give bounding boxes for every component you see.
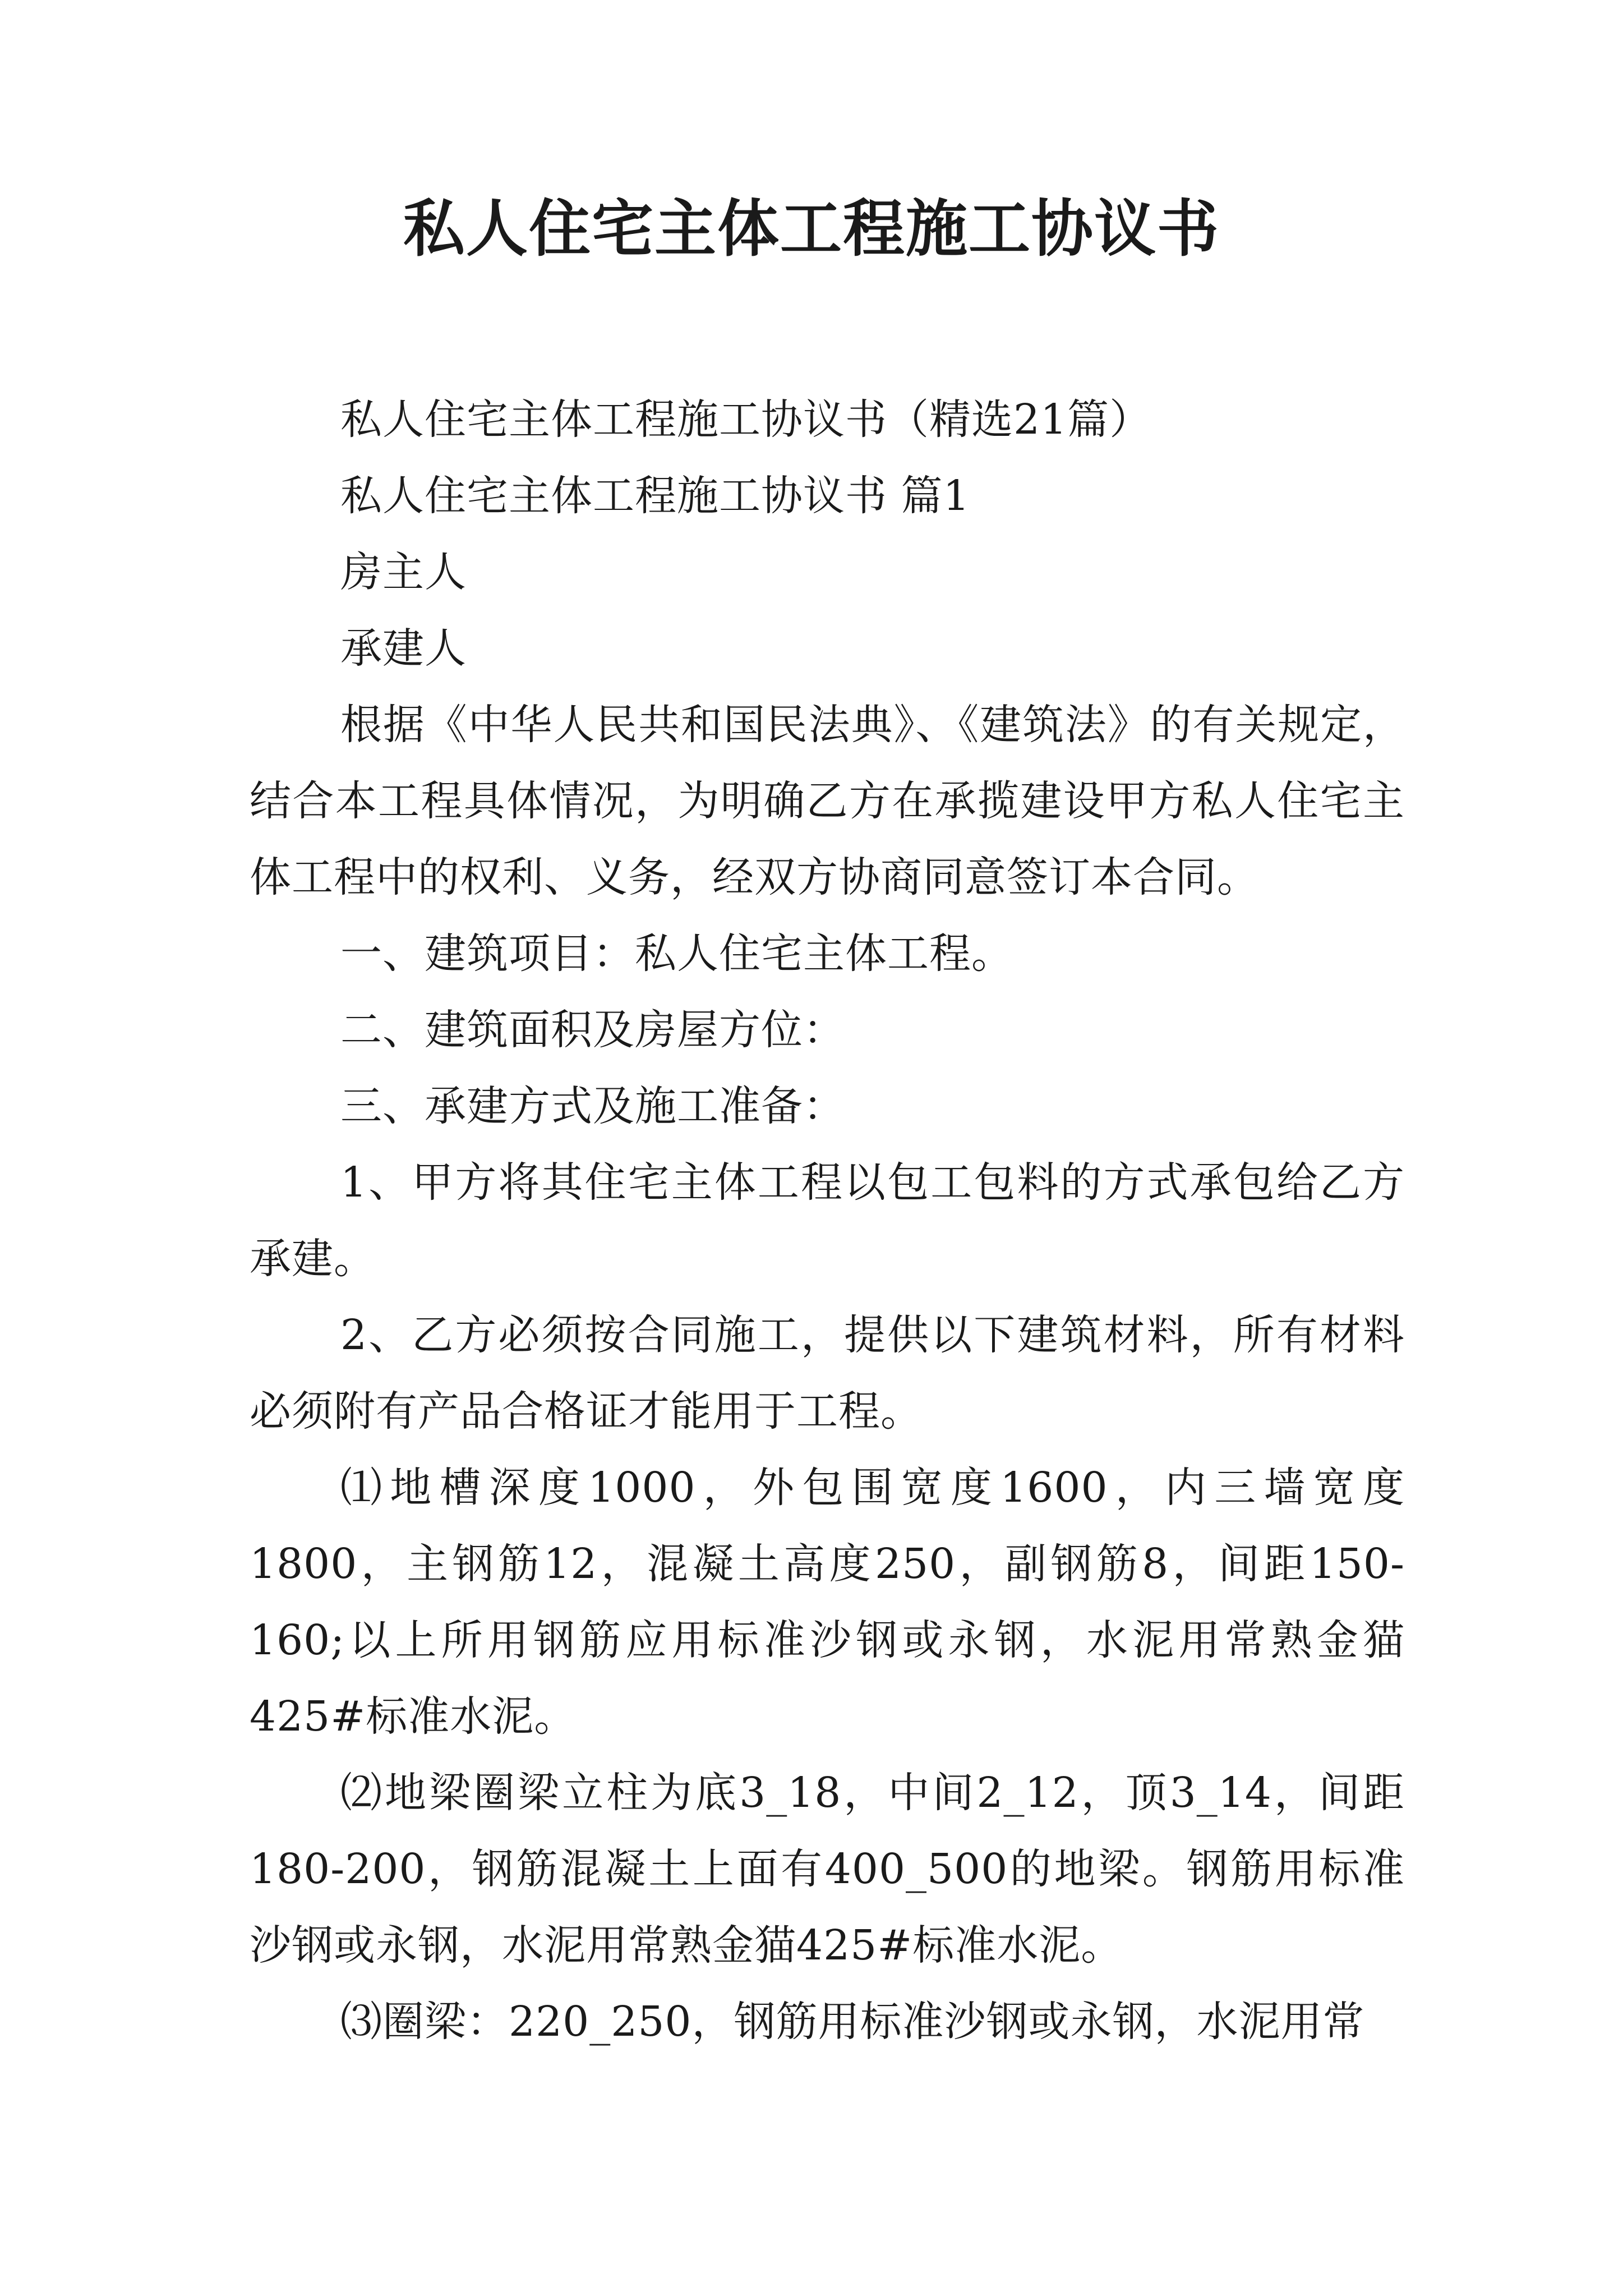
- document-body: [250, 381, 1405, 2060]
- sub-item-1-paragraph: ⑴地槽深度1000，外包围宽度1600，内三墙宽度1800，主钢筋12，混凝土高度250，副钢筋8，间距150-160;以上所用钢筋应用标准沙钢或永钢，水泥用常熟金猫425#标准水泥。: [250, 1464, 1405, 1741]
- contractor-line: 承建人: [340, 624, 467, 673]
- item-2-paragraph: 2、乙方必须按合同施工，提供以下建筑材料，所有材料必须附有产品合格证才能用于工程。: [250, 1311, 1405, 1435]
- clause-2-area: 二、建筑面积及房屋方位：: [340, 1006, 845, 1054]
- sub-item-3-paragraph: ⑶圈梁：220_250，钢筋用标准沙钢或永钢，水泥用常: [340, 1998, 1365, 2046]
- clause-3-method: 三、承建方式及施工准备：: [340, 1082, 845, 1130]
- subtitle-paragraph: 私人住宅主体工程施工协议书（精选21篇）: [340, 395, 1152, 444]
- intro-paragraph: 根据《中华人民共和国民法典》、《建筑法》的有关规定，结合本工程具体情况，为明确乙方在承揽建设甲方私人住宅主体工程中的权利、义务，经双方协商同意签订本合同。: [250, 701, 1405, 901]
- section-heading: 私人住宅主体工程施工协议书 篇1: [340, 472, 970, 520]
- sub-item-2-paragraph: ⑵地梁圈梁立柱为底3_18，中间2_12，顶3_14，间距180-200，钢筋混凝土上面有400_500的地梁。钢筋用标准沙钢或永钢，水泥用常熟金猫425#标准水泥。: [250, 1769, 1405, 1970]
- owner-line: 房主人: [340, 548, 467, 596]
- clause-1-project: 一、建筑项目：私人住宅主体工程。: [340, 930, 1013, 978]
- document-title: 私人住宅主体工程施工协议书: [403, 192, 1220, 265]
- item-1-paragraph: 1、甲方将其住宅主体工程以包工包料的方式承包给乙方承建。: [250, 1158, 1405, 1283]
